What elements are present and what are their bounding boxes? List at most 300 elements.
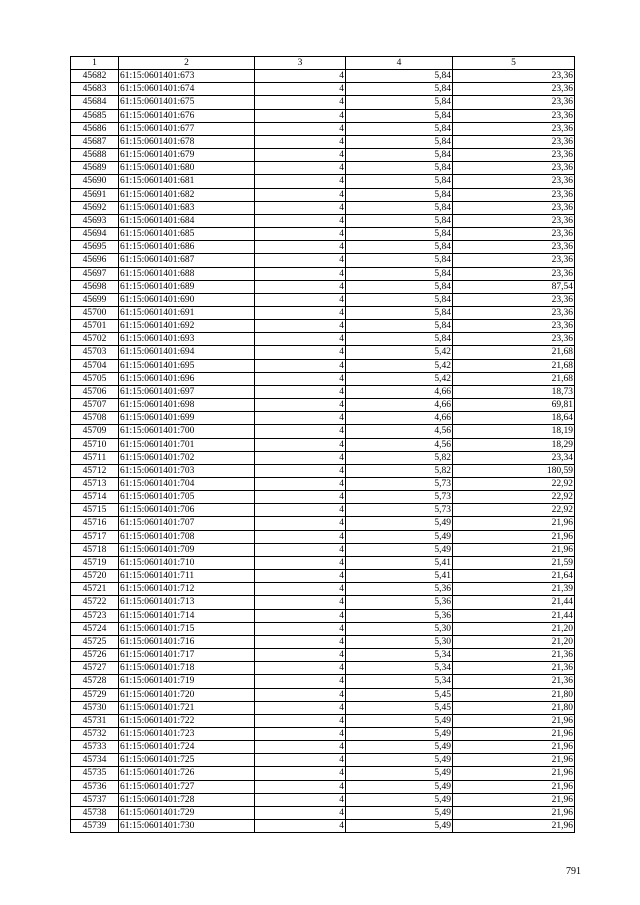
col4-cell: 5,84 bbox=[346, 201, 453, 214]
table-body bbox=[71, 70, 575, 833]
cadastral-number-cell: 61:15:0601401:713 bbox=[119, 596, 255, 609]
row-number-cell: 45729 bbox=[71, 688, 119, 701]
cadastral-number-cell: 61:15:0601401:686 bbox=[119, 241, 255, 254]
col3-cell: 4 bbox=[255, 675, 346, 688]
col3-cell: 4 bbox=[255, 556, 346, 569]
col3-cell: 4 bbox=[255, 622, 346, 635]
column-header-3: 3 bbox=[255, 57, 346, 70]
cadastral-number-cell: 61:15:0601401:693 bbox=[119, 333, 255, 346]
col3-cell: 4 bbox=[255, 162, 346, 175]
col3-cell: 4 bbox=[255, 596, 346, 609]
cadastral-number-cell: 61:15:0601401:728 bbox=[119, 793, 255, 806]
col5-cell: 21,96 bbox=[453, 820, 575, 833]
cadastral-number-cell: 61:15:0601401:690 bbox=[119, 293, 255, 306]
col4-cell: 4,66 bbox=[346, 412, 453, 425]
col3-cell: 4 bbox=[255, 504, 346, 517]
col4-cell: 5,84 bbox=[346, 122, 453, 135]
col5-cell: 180,59 bbox=[453, 464, 575, 477]
row-number-cell: 45722 bbox=[71, 596, 119, 609]
col4-cell: 5,41 bbox=[346, 570, 453, 583]
col4-cell: 5,34 bbox=[346, 675, 453, 688]
col3-cell: 4 bbox=[255, 570, 346, 583]
col4-cell: 5,49 bbox=[346, 767, 453, 780]
row-number-cell: 45690 bbox=[71, 175, 119, 188]
col3-cell: 4 bbox=[255, 517, 346, 530]
col4-cell: 5,84 bbox=[346, 96, 453, 109]
col4-cell: 5,84 bbox=[346, 188, 453, 201]
col4-cell: 4,66 bbox=[346, 385, 453, 398]
col4-cell: 5,73 bbox=[346, 504, 453, 517]
row-number-cell: 45684 bbox=[71, 96, 119, 109]
cadastral-number-cell: 61:15:0601401:685 bbox=[119, 228, 255, 241]
cadastral-number-cell: 61:15:0601401:683 bbox=[119, 201, 255, 214]
col3-cell: 4 bbox=[255, 741, 346, 754]
col3-cell: 4 bbox=[255, 425, 346, 438]
table-row bbox=[71, 635, 575, 648]
row-number-cell: 45709 bbox=[71, 425, 119, 438]
cadastral-number-cell: 61:15:0601401:708 bbox=[119, 530, 255, 543]
col3-cell: 4 bbox=[255, 806, 346, 819]
col3-cell: 4 bbox=[255, 754, 346, 767]
table-row bbox=[71, 556, 575, 569]
table-row bbox=[71, 241, 575, 254]
col5-cell: 21,96 bbox=[453, 780, 575, 793]
col3-cell: 4 bbox=[255, 188, 346, 201]
row-number-cell: 45721 bbox=[71, 583, 119, 596]
table-row bbox=[71, 135, 575, 148]
col4-cell: 5,84 bbox=[346, 241, 453, 254]
table-row bbox=[71, 701, 575, 714]
col4-cell: 5,82 bbox=[346, 451, 453, 464]
col5-cell: 23,36 bbox=[453, 175, 575, 188]
row-number-cell: 45708 bbox=[71, 412, 119, 425]
row-number-cell: 45700 bbox=[71, 306, 119, 319]
cadastral-number-cell: 61:15:0601401:697 bbox=[119, 385, 255, 398]
col5-cell: 21,96 bbox=[453, 530, 575, 543]
table-row bbox=[71, 254, 575, 267]
col3-cell: 4 bbox=[255, 267, 346, 280]
col4-cell: 5,30 bbox=[346, 635, 453, 648]
row-number-cell: 45736 bbox=[71, 780, 119, 793]
col3-cell: 4 bbox=[255, 96, 346, 109]
col4-cell: 5,49 bbox=[346, 543, 453, 556]
table-row bbox=[71, 583, 575, 596]
row-number-cell: 45727 bbox=[71, 662, 119, 675]
col3-cell: 4 bbox=[255, 780, 346, 793]
col4-cell: 5,49 bbox=[346, 806, 453, 819]
col3-cell: 4 bbox=[255, 293, 346, 306]
col5-cell: 21,36 bbox=[453, 675, 575, 688]
row-number-cell: 45707 bbox=[71, 399, 119, 412]
row-number-cell: 45704 bbox=[71, 359, 119, 372]
cadastral-number-cell: 61:15:0601401:702 bbox=[119, 451, 255, 464]
col4-cell: 5,34 bbox=[346, 649, 453, 662]
row-number-cell: 45712 bbox=[71, 464, 119, 477]
cadastral-number-cell: 61:15:0601401:721 bbox=[119, 701, 255, 714]
col5-cell: 18,29 bbox=[453, 438, 575, 451]
row-number-cell: 45703 bbox=[71, 346, 119, 359]
cadastral-number-cell: 61:15:0601401:701 bbox=[119, 438, 255, 451]
table-row bbox=[71, 491, 575, 504]
cadastral-number-cell: 61:15:0601401:725 bbox=[119, 754, 255, 767]
col5-cell: 21,96 bbox=[453, 767, 575, 780]
table-row bbox=[71, 96, 575, 109]
col3-cell: 4 bbox=[255, 438, 346, 451]
col5-cell: 21,64 bbox=[453, 570, 575, 583]
col4-cell: 5,84 bbox=[346, 149, 453, 162]
table-row bbox=[71, 517, 575, 530]
col5-cell: 21,96 bbox=[453, 754, 575, 767]
col3-cell: 4 bbox=[255, 122, 346, 135]
col4-cell: 5,84 bbox=[346, 254, 453, 267]
col4-cell: 5,84 bbox=[346, 228, 453, 241]
cadastral-number-cell: 61:15:0601401:694 bbox=[119, 346, 255, 359]
cadastral-number-cell: 61:15:0601401:680 bbox=[119, 162, 255, 175]
row-number-cell: 45730 bbox=[71, 701, 119, 714]
col3-cell: 4 bbox=[255, 583, 346, 596]
table-row bbox=[71, 346, 575, 359]
col3-cell: 4 bbox=[255, 70, 346, 83]
col4-cell: 5,49 bbox=[346, 780, 453, 793]
table-row bbox=[71, 293, 575, 306]
col5-cell: 23,36 bbox=[453, 83, 575, 96]
col4-cell: 5,41 bbox=[346, 556, 453, 569]
row-number-cell: 45695 bbox=[71, 241, 119, 254]
row-number-cell: 45696 bbox=[71, 254, 119, 267]
cadastral-number-cell: 61:15:0601401:706 bbox=[119, 504, 255, 517]
table-row bbox=[71, 385, 575, 398]
col4-cell: 5,45 bbox=[346, 688, 453, 701]
row-number-cell: 45720 bbox=[71, 570, 119, 583]
col3-cell: 4 bbox=[255, 412, 346, 425]
cadastral-number-cell: 61:15:0601401:679 bbox=[119, 149, 255, 162]
row-number-cell: 45701 bbox=[71, 320, 119, 333]
cadastral-number-cell: 61:15:0601401:707 bbox=[119, 517, 255, 530]
table-row bbox=[71, 820, 575, 833]
col3-cell: 4 bbox=[255, 609, 346, 622]
col4-cell: 4,66 bbox=[346, 399, 453, 412]
cadastral-number-cell: 61:15:0601401:678 bbox=[119, 135, 255, 148]
col4-cell: 5,36 bbox=[346, 609, 453, 622]
cadastral-number-cell: 61:15:0601401:716 bbox=[119, 635, 255, 648]
row-number-cell: 45735 bbox=[71, 767, 119, 780]
table-row bbox=[71, 622, 575, 635]
cadastral-number-cell: 61:15:0601401:673 bbox=[119, 70, 255, 83]
table-row bbox=[71, 727, 575, 740]
cadastral-number-cell: 61:15:0601401:711 bbox=[119, 570, 255, 583]
col3-cell: 4 bbox=[255, 635, 346, 648]
col4-cell: 5,84 bbox=[346, 83, 453, 96]
col5-cell: 22,92 bbox=[453, 491, 575, 504]
col3-cell: 4 bbox=[255, 701, 346, 714]
col4-cell: 5,84 bbox=[346, 333, 453, 346]
cadastral-number-cell: 61:15:0601401:674 bbox=[119, 83, 255, 96]
table-row bbox=[71, 543, 575, 556]
row-number-cell: 45706 bbox=[71, 385, 119, 398]
col5-cell: 21,68 bbox=[453, 359, 575, 372]
table-row bbox=[71, 767, 575, 780]
table-row bbox=[71, 412, 575, 425]
row-number-cell: 45698 bbox=[71, 280, 119, 293]
col4-cell: 5,84 bbox=[346, 267, 453, 280]
col5-cell: 69,81 bbox=[453, 399, 575, 412]
col5-cell: 18,73 bbox=[453, 385, 575, 398]
row-number-cell: 45697 bbox=[71, 267, 119, 280]
row-number-cell: 45686 bbox=[71, 122, 119, 135]
row-number-cell: 45713 bbox=[71, 478, 119, 491]
cadastral-number-cell: 61:15:0601401:676 bbox=[119, 109, 255, 122]
table-row bbox=[71, 530, 575, 543]
col5-cell: 22,92 bbox=[453, 504, 575, 517]
col5-cell: 21,59 bbox=[453, 556, 575, 569]
table-row bbox=[71, 228, 575, 241]
row-number-cell: 45692 bbox=[71, 201, 119, 214]
col3-cell: 4 bbox=[255, 478, 346, 491]
col4-cell: 5,49 bbox=[346, 714, 453, 727]
col4-cell: 5,36 bbox=[346, 596, 453, 609]
cadastral-number-cell: 61:15:0601401:705 bbox=[119, 491, 255, 504]
row-number-cell: 45737 bbox=[71, 793, 119, 806]
row-number-cell: 45717 bbox=[71, 530, 119, 543]
col3-cell: 4 bbox=[255, 491, 346, 504]
col3-cell: 4 bbox=[255, 820, 346, 833]
col4-cell: 5,49 bbox=[346, 793, 453, 806]
col5-cell: 21,36 bbox=[453, 649, 575, 662]
col3-cell: 4 bbox=[255, 346, 346, 359]
table-row bbox=[71, 688, 575, 701]
col4-cell: 5,30 bbox=[346, 622, 453, 635]
table-row bbox=[71, 662, 575, 675]
row-number-cell: 45725 bbox=[71, 635, 119, 648]
cadastral-number-cell: 61:15:0601401:687 bbox=[119, 254, 255, 267]
row-number-cell: 45688 bbox=[71, 149, 119, 162]
col5-cell: 21,96 bbox=[453, 727, 575, 740]
col4-cell: 5,84 bbox=[346, 135, 453, 148]
page-number: 791 bbox=[566, 866, 581, 877]
col5-cell: 21,80 bbox=[453, 701, 575, 714]
col5-cell: 23,36 bbox=[453, 254, 575, 267]
row-number-cell: 45718 bbox=[71, 543, 119, 556]
row-number-cell: 45733 bbox=[71, 741, 119, 754]
table-row bbox=[71, 214, 575, 227]
col5-cell: 23,34 bbox=[453, 451, 575, 464]
col5-cell: 23,36 bbox=[453, 306, 575, 319]
col4-cell: 5,49 bbox=[346, 727, 453, 740]
col4-cell: 5,49 bbox=[346, 517, 453, 530]
data-table bbox=[70, 56, 575, 833]
row-number-cell: 45694 bbox=[71, 228, 119, 241]
cadastral-number-cell: 61:15:0601401:718 bbox=[119, 662, 255, 675]
row-number-cell: 45715 bbox=[71, 504, 119, 517]
cadastral-number-cell: 61:15:0601401:720 bbox=[119, 688, 255, 701]
row-number-cell: 45731 bbox=[71, 714, 119, 727]
row-number-cell: 45682 bbox=[71, 70, 119, 83]
row-number-cell: 45726 bbox=[71, 649, 119, 662]
col3-cell: 4 bbox=[255, 333, 346, 346]
col5-cell: 21,96 bbox=[453, 741, 575, 754]
col5-cell: 21,20 bbox=[453, 622, 575, 635]
row-number-cell: 45723 bbox=[71, 609, 119, 622]
col3-cell: 4 bbox=[255, 688, 346, 701]
col3-cell: 4 bbox=[255, 530, 346, 543]
col5-cell: 23,36 bbox=[453, 293, 575, 306]
col3-cell: 4 bbox=[255, 793, 346, 806]
col4-cell: 5,49 bbox=[346, 530, 453, 543]
col5-cell: 18,19 bbox=[453, 425, 575, 438]
col5-cell: 21,36 bbox=[453, 662, 575, 675]
cadastral-number-cell: 61:15:0601401:684 bbox=[119, 214, 255, 227]
col5-cell: 87,54 bbox=[453, 280, 575, 293]
table-row bbox=[71, 806, 575, 819]
col5-cell: 21,96 bbox=[453, 714, 575, 727]
col4-cell: 5,49 bbox=[346, 820, 453, 833]
col3-cell: 4 bbox=[255, 201, 346, 214]
col3-cell: 4 bbox=[255, 83, 346, 96]
col4-cell: 5,42 bbox=[346, 372, 453, 385]
col4-cell: 5,84 bbox=[346, 162, 453, 175]
cadastral-number-cell: 61:15:0601401:726 bbox=[119, 767, 255, 780]
col3-cell: 4 bbox=[255, 241, 346, 254]
col4-cell: 4,56 bbox=[346, 438, 453, 451]
table-row bbox=[71, 70, 575, 83]
col5-cell: 23,36 bbox=[453, 188, 575, 201]
col5-cell: 21,96 bbox=[453, 793, 575, 806]
row-number-cell: 45693 bbox=[71, 214, 119, 227]
col3-cell: 4 bbox=[255, 306, 346, 319]
table-row bbox=[71, 359, 575, 372]
cadastral-number-cell: 61:15:0601401:688 bbox=[119, 267, 255, 280]
cadastral-number-cell: 61:15:0601401:704 bbox=[119, 478, 255, 491]
cadastral-number-cell: 61:15:0601401:692 bbox=[119, 320, 255, 333]
cadastral-number-cell: 61:15:0601401:717 bbox=[119, 649, 255, 662]
col5-cell: 23,36 bbox=[453, 162, 575, 175]
col3-cell: 4 bbox=[255, 228, 346, 241]
cadastral-number-cell: 61:15:0601401:689 bbox=[119, 280, 255, 293]
row-number-cell: 45734 bbox=[71, 754, 119, 767]
col3-cell: 4 bbox=[255, 385, 346, 398]
cadastral-number-cell: 61:15:0601401:710 bbox=[119, 556, 255, 569]
col4-cell: 5,36 bbox=[346, 583, 453, 596]
table-row bbox=[71, 609, 575, 622]
table-row bbox=[71, 162, 575, 175]
col5-cell: 18,64 bbox=[453, 412, 575, 425]
cadastral-number-cell: 61:15:0601401:714 bbox=[119, 609, 255, 622]
table-row bbox=[71, 780, 575, 793]
cadastral-number-cell: 61:15:0601401:719 bbox=[119, 675, 255, 688]
row-number-cell: 45710 bbox=[71, 438, 119, 451]
cadastral-number-cell: 61:15:0601401:715 bbox=[119, 622, 255, 635]
col3-cell: 4 bbox=[255, 727, 346, 740]
row-number-cell: 45716 bbox=[71, 517, 119, 530]
col5-cell: 21,68 bbox=[453, 372, 575, 385]
column-header-4: 4 bbox=[346, 57, 453, 70]
col3-cell: 4 bbox=[255, 280, 346, 293]
row-number-cell: 45705 bbox=[71, 372, 119, 385]
col4-cell: 5,84 bbox=[346, 306, 453, 319]
cadastral-number-cell: 61:15:0601401:682 bbox=[119, 188, 255, 201]
row-number-cell: 45719 bbox=[71, 556, 119, 569]
col4-cell: 5,84 bbox=[346, 109, 453, 122]
col5-cell: 23,36 bbox=[453, 228, 575, 241]
col4-cell: 5,73 bbox=[346, 478, 453, 491]
col4-cell: 4,56 bbox=[346, 425, 453, 438]
cadastral-number-cell: 61:15:0601401:699 bbox=[119, 412, 255, 425]
table-row bbox=[71, 464, 575, 477]
row-number-cell: 45683 bbox=[71, 83, 119, 96]
col5-cell: 21,44 bbox=[453, 596, 575, 609]
table-row bbox=[71, 649, 575, 662]
col4-cell: 5,84 bbox=[346, 280, 453, 293]
table-row bbox=[71, 109, 575, 122]
row-number-cell: 45732 bbox=[71, 727, 119, 740]
table-row bbox=[71, 280, 575, 293]
col4-cell: 5,49 bbox=[346, 741, 453, 754]
col5-cell: 21,20 bbox=[453, 635, 575, 648]
table-row bbox=[71, 201, 575, 214]
col3-cell: 4 bbox=[255, 175, 346, 188]
col4-cell: 5,73 bbox=[346, 491, 453, 504]
table-row bbox=[71, 333, 575, 346]
col4-cell: 5,45 bbox=[346, 701, 453, 714]
row-number-cell: 45687 bbox=[71, 135, 119, 148]
col4-cell: 5,82 bbox=[346, 464, 453, 477]
col3-cell: 4 bbox=[255, 320, 346, 333]
col5-cell: 21,80 bbox=[453, 688, 575, 701]
cadastral-number-cell: 61:15:0601401:700 bbox=[119, 425, 255, 438]
col3-cell: 4 bbox=[255, 543, 346, 556]
col5-cell: 23,36 bbox=[453, 320, 575, 333]
col3-cell: 4 bbox=[255, 649, 346, 662]
cadastral-number-cell: 61:15:0601401:703 bbox=[119, 464, 255, 477]
table-header-row bbox=[71, 57, 575, 70]
col5-cell: 23,36 bbox=[453, 267, 575, 280]
col5-cell: 23,36 bbox=[453, 70, 575, 83]
row-number-cell: 45728 bbox=[71, 675, 119, 688]
row-number-cell: 45714 bbox=[71, 491, 119, 504]
table-row bbox=[71, 83, 575, 96]
col3-cell: 4 bbox=[255, 767, 346, 780]
row-number-cell: 45691 bbox=[71, 188, 119, 201]
row-number-cell: 45738 bbox=[71, 806, 119, 819]
table-row bbox=[71, 478, 575, 491]
col3-cell: 4 bbox=[255, 399, 346, 412]
cadastral-number-cell: 61:15:0601401:724 bbox=[119, 741, 255, 754]
row-number-cell: 45685 bbox=[71, 109, 119, 122]
cadastral-number-cell: 61:15:0601401:696 bbox=[119, 372, 255, 385]
cadastral-number-cell: 61:15:0601401:709 bbox=[119, 543, 255, 556]
col5-cell: 22,92 bbox=[453, 478, 575, 491]
col5-cell: 23,36 bbox=[453, 214, 575, 227]
col3-cell: 4 bbox=[255, 149, 346, 162]
cadastral-number-cell: 61:15:0601401:675 bbox=[119, 96, 255, 109]
cadastral-number-cell: 61:15:0601401:695 bbox=[119, 359, 255, 372]
col5-cell: 21,96 bbox=[453, 806, 575, 819]
col3-cell: 4 bbox=[255, 214, 346, 227]
col3-cell: 4 bbox=[255, 662, 346, 675]
col5-cell: 23,36 bbox=[453, 333, 575, 346]
column-header-2: 2 bbox=[119, 57, 255, 70]
table-row bbox=[71, 175, 575, 188]
col3-cell: 4 bbox=[255, 714, 346, 727]
col5-cell: 21,44 bbox=[453, 609, 575, 622]
cadastral-number-cell: 61:15:0601401:691 bbox=[119, 306, 255, 319]
cadastral-number-cell: 61:15:0601401:681 bbox=[119, 175, 255, 188]
column-header-1: 1 bbox=[71, 57, 119, 70]
col5-cell: 23,36 bbox=[453, 122, 575, 135]
table-row bbox=[71, 754, 575, 767]
table-row bbox=[71, 596, 575, 609]
cadastral-number-cell: 61:15:0601401:730 bbox=[119, 820, 255, 833]
